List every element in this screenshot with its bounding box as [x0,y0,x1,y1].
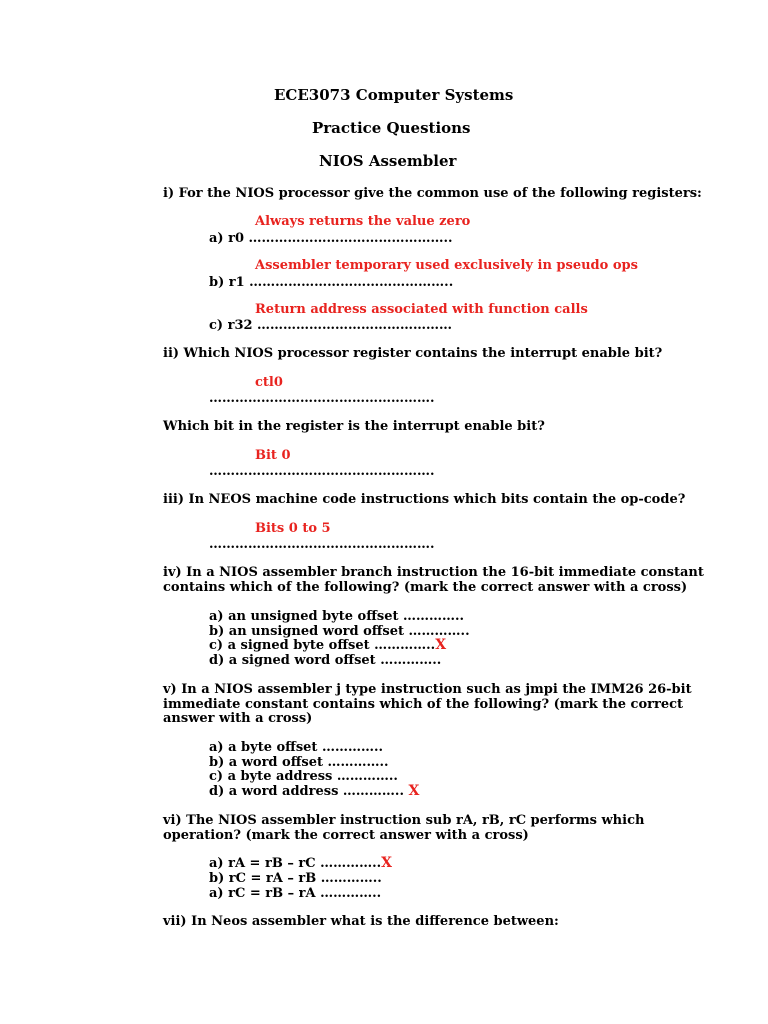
cross-mark-5d: X [408,783,420,799]
option-5b: b) a word offset ………….. [209,755,389,770]
option-5d-text: d) a word address ………….. [209,784,409,799]
question-5-line-2: immediate constant contains which of the following? (mark the correct [163,697,684,712]
option-5c: c) a byte address ………….. [209,769,398,784]
question-3: iii) In NEOS machine code instructions which bits contain the op-code? [163,492,686,507]
question-6-line-1: vi) The NIOS assembler instruction sub rA, rB, rC performs which [163,813,645,828]
option-5a: a) a byte offset ………….. [209,740,384,755]
blank-2: ……………………………………………. [209,391,435,406]
option-6b: b) rC = rA – rB ………….. [209,871,382,886]
option-4a: a) an unsigned byte offset ………….. [209,609,465,624]
question-6-line-2: operation? (mark the correct answer with a cross) [163,828,529,843]
cross-mark-4c: X [435,637,447,653]
course-title: ECE3073 Computer Systems [274,86,514,104]
option-6a [209,856,392,871]
option-4c [209,638,446,653]
question-4-line-2: contains which of the following? (mark the correct answer with a cross) [163,580,688,595]
option-4b: b) an unsigned word offset ………….. [209,624,470,639]
answer-2: ctl0 [255,375,283,390]
question-2b: Which bit in the register is the interrupt enable bit? [163,419,545,434]
question-5-line-1: v) In a NIOS assembler j type instruction such as jmpi the IMM26 26-bit [163,682,692,697]
cross-mark-6a: X [381,855,393,871]
option-6c: a) rC = rB – rA ………….. [209,886,382,901]
option-6a-text: a) rA = rB – rC ………….. [209,856,382,871]
answer-3: Bits 0 to 5 [255,521,331,536]
blank-1c: c) r32 ……………………………………… [209,318,453,333]
question-5-line-3: answer with a cross) [163,711,313,726]
answer-2b: Bit 0 [255,448,291,463]
option-4d: d) a signed word offset ………….. [209,653,442,668]
blank-3: ……………………………………………. [209,537,435,552]
blank-2b: ……………………………………………. [209,464,435,479]
question-2: ii) Which NIOS processor register contains the interrupt enable bit? [163,346,663,361]
question-1: i) For the NIOS processor give the common use of the following registers: [163,186,702,201]
answer-1a: Always returns the value zero [255,214,471,229]
blank-1a: a) r0 ……………………………………….. [209,231,453,246]
blank-1b: b) r1 ……………………………………….. [209,275,454,290]
option-5d [209,784,419,799]
answer-1c: Return address associated with function calls [255,302,588,317]
question-7: vii) In Neos assembler what is the difference between: [163,914,559,929]
topic-title: NIOS Assembler [319,152,457,170]
option-4c-text: c) a signed byte offset ………….. [209,638,436,653]
page-subtitle: Practice Questions [312,119,471,137]
answer-1b: Assembler temporary used exclusively in pseudo ops [255,258,638,273]
question-4-line-1: iv) In a NIOS assembler branch instruction the 16-bit immediate constant [163,565,704,580]
